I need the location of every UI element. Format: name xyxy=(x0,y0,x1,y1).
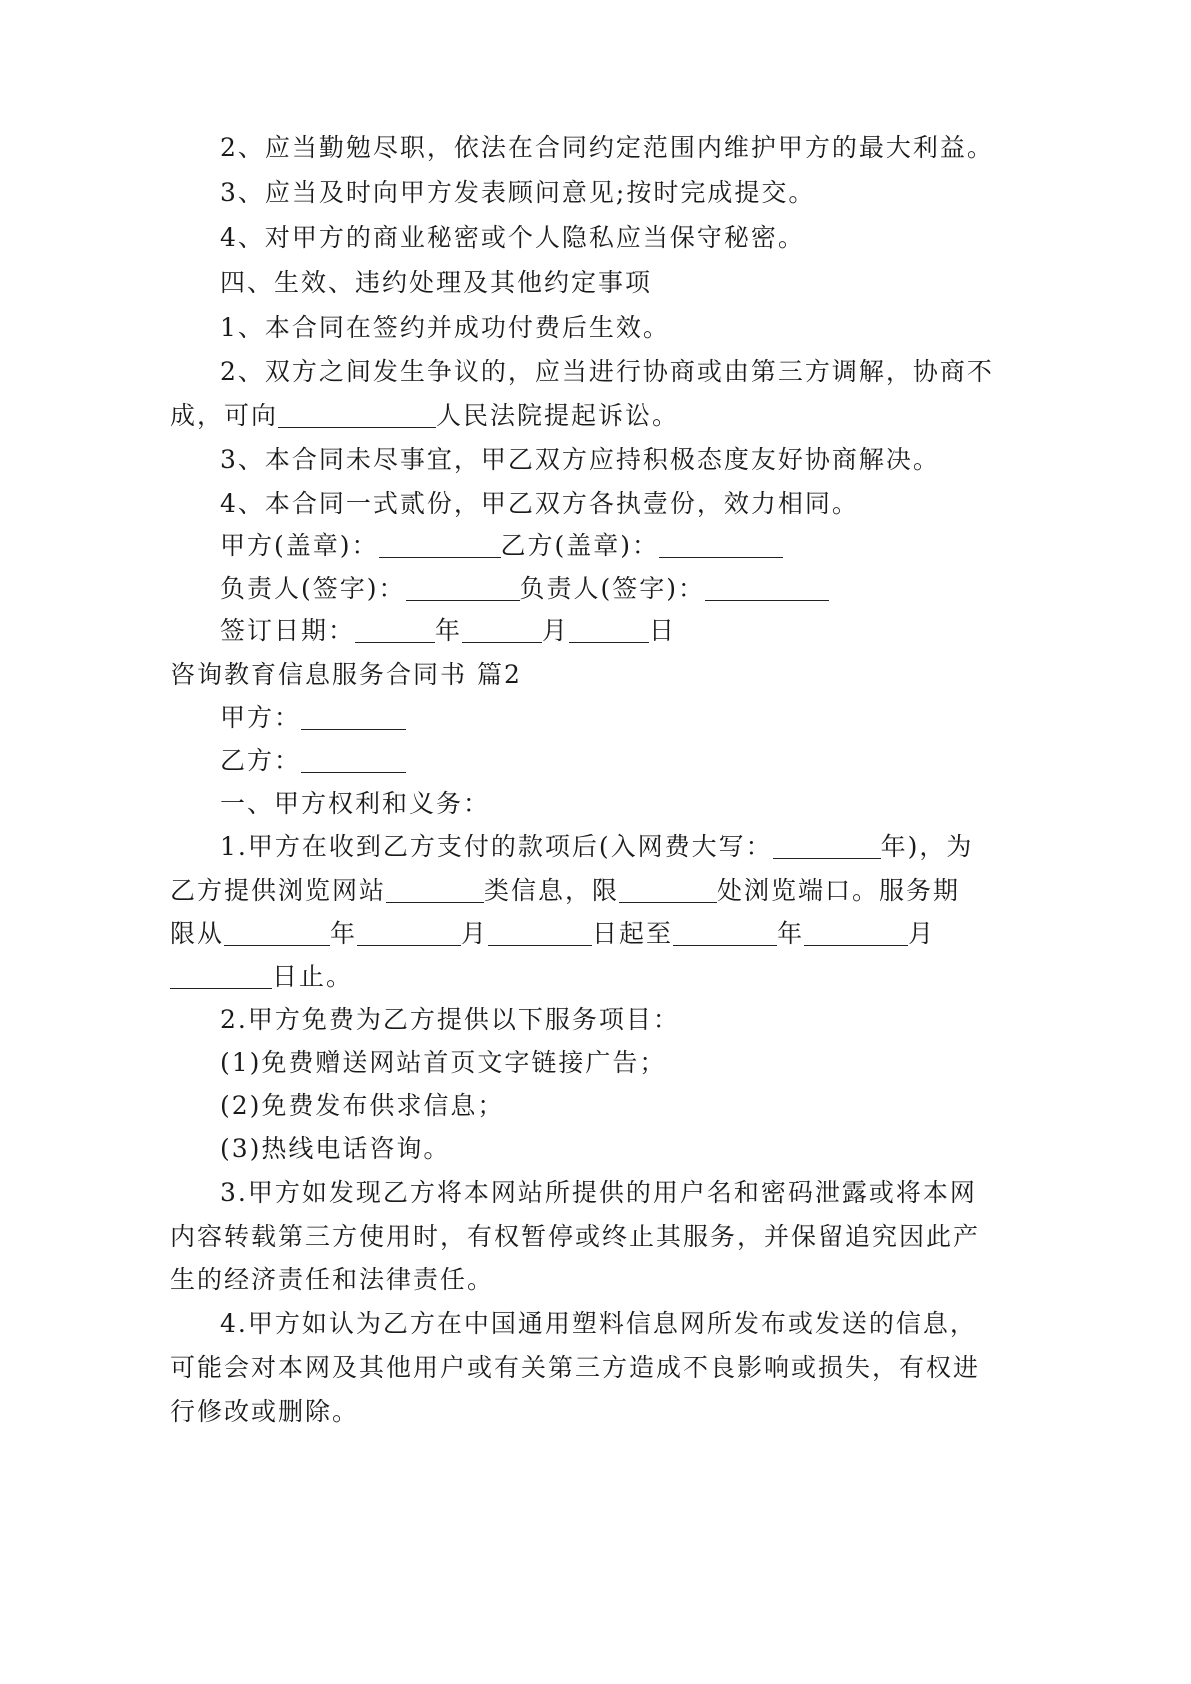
text: 限从 xyxy=(170,919,225,948)
party-a-signatory-label: 负责人(签字)： xyxy=(220,574,406,603)
signature-line xyxy=(220,573,829,607)
party-b-signatory-label: 负责人(签字)： xyxy=(519,574,706,603)
item-4-line-2: 可能会对本网及其他用户或有关第三方造成不良影响或损失，有权进 xyxy=(170,1353,981,1382)
blank-party-b xyxy=(301,748,406,773)
blank-court xyxy=(278,403,436,428)
blank-start-month xyxy=(357,921,461,946)
clause-dispute-line-1: 2、双方之间发生争议的，应当进行协商或由第三方调解，协商不 xyxy=(220,357,994,386)
party-a-line xyxy=(220,702,406,736)
party-b-seal-label: 乙方(盖章)： xyxy=(500,531,660,560)
item-4-line-3: 行修改或删除。 xyxy=(170,1397,360,1426)
blank-start-year xyxy=(224,921,330,946)
year-label: 年 xyxy=(435,616,463,645)
blank-party-a-signatory xyxy=(406,576,520,601)
item-2-service-3: (3)热线电话咨询。 xyxy=(220,1134,451,1163)
text: 人民法院提起诉讼。 xyxy=(436,401,680,430)
text: 类信息，限 xyxy=(484,876,620,905)
blank-end-year xyxy=(673,921,777,946)
item-2-service-1: (1)免费赠送网站首页文字链接广告； xyxy=(220,1048,667,1077)
party-b-line xyxy=(220,745,406,779)
item-3-line-1: 3.甲方如发现乙方将本网站所提供的用户名和密码泄露或将本网 xyxy=(220,1178,977,1207)
blank-day xyxy=(569,618,649,643)
clause-dispute-line-2 xyxy=(170,400,679,434)
item-1-line-3 xyxy=(170,918,935,952)
clause-copies: 4、本合同一式贰份，甲乙双方各执壹份，效力相同。 xyxy=(220,489,859,518)
text: 乙方提供浏览网站 xyxy=(170,876,387,905)
item-3-line-3: 生的经济责任和法律责任。 xyxy=(170,1265,495,1294)
blank-fee xyxy=(773,834,881,859)
text: 年 xyxy=(777,919,805,948)
item-1-line-2 xyxy=(170,875,960,909)
text: 成，可向 xyxy=(170,401,279,430)
blank-year xyxy=(355,618,435,643)
signing-date-label: 签订日期： xyxy=(220,616,356,645)
day-label: 日 xyxy=(649,616,677,645)
clause-unresolved-matters: 3、本合同未尽事宜，甲乙双方应持积极态度友好协商解决。 xyxy=(220,445,940,474)
blank-end-day xyxy=(170,964,272,989)
item-2-service-2: (2)免费发布供求信息； xyxy=(220,1091,505,1120)
party-b-label: 乙方： xyxy=(220,746,302,775)
text: 1.甲方在收到乙方支付的款项后(入网费大写： xyxy=(220,832,773,861)
section-title-part-2: 咨询教育信息服务合同书 篇2 xyxy=(170,660,522,689)
blank-party-a xyxy=(301,705,406,730)
item-3-line-2: 内容转载第三方使用时，有权暂停或终止其服务，并保留追究因此产 xyxy=(170,1222,981,1251)
blank-start-day xyxy=(488,921,592,946)
month-label: 月 xyxy=(542,616,570,645)
item-1-line-1 xyxy=(220,831,973,865)
seal-line xyxy=(220,530,783,564)
section-4-heading: 四、生效、违约处理及其他约定事项 xyxy=(220,268,653,297)
item-4-line-1: 4.甲方如认为乙方在中国通用塑料信息网所发布或发送的信息， xyxy=(220,1309,977,1338)
item-2-heading: 2.甲方免费为乙方提供以下服务项目： xyxy=(220,1005,680,1034)
text: 年 xyxy=(330,919,358,948)
clause-3-timely-advice: 3、应当及时向甲方发表顾问意见;按时完成提交。 xyxy=(220,178,816,207)
text: 月 xyxy=(908,919,936,948)
text: 处浏览端口。服务期 xyxy=(717,876,961,905)
party-a-seal-label: 甲方(盖章)： xyxy=(220,531,379,560)
blank-party-a-seal xyxy=(379,533,501,558)
item-1-line-4 xyxy=(170,961,353,995)
text: 月 xyxy=(461,919,489,948)
text: 日起至 xyxy=(592,919,674,948)
signing-date-line xyxy=(220,615,676,649)
clause-4-confidentiality: 4、对甲方的商业秘密或个人隐私应当保守秘密。 xyxy=(220,223,805,252)
text: 年)，为 xyxy=(880,832,974,861)
blank-month xyxy=(462,618,542,643)
blank-party-b-seal xyxy=(659,533,783,558)
party-a-label: 甲方： xyxy=(220,703,302,732)
section-1-heading: 一、甲方权利和义务： xyxy=(220,789,491,818)
blank-category xyxy=(386,878,484,903)
blank-ports xyxy=(619,878,717,903)
blank-party-b-signatory xyxy=(705,576,829,601)
blank-end-month xyxy=(804,921,908,946)
clause-2-diligence: 2、应当勤勉尽职，依法在合同约定范围内维护甲方的最大利益。 xyxy=(220,133,994,162)
clause-effective: 1、本合同在签约并成功付费后生效。 xyxy=(220,313,670,342)
text: 日止。 xyxy=(272,962,354,991)
